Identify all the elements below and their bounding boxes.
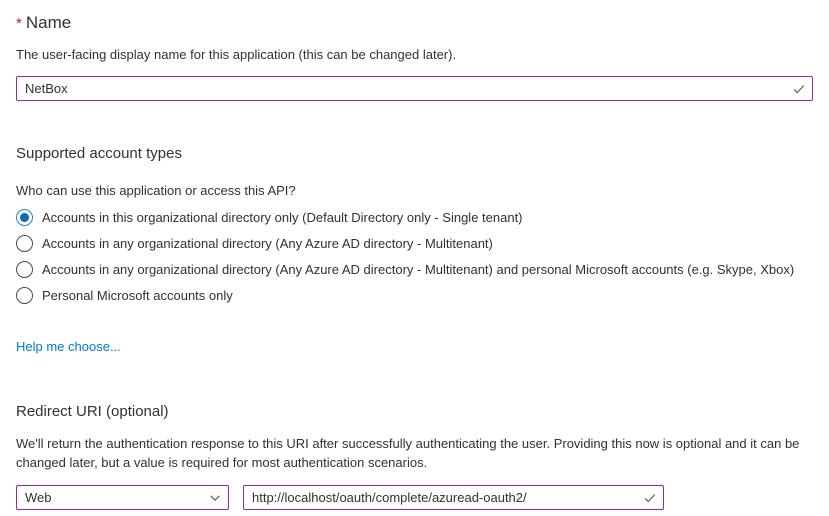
radio-option-label: Accounts in any organizational directory (Any Azure AD directory - Multitenant) — [42, 236, 493, 251]
account-types-radio-group — [16, 209, 813, 304]
redirect-uri-section — [16, 402, 813, 510]
redirect-uri-row — [16, 485, 813, 510]
name-input[interactable] — [16, 76, 813, 101]
redirect-uri-heading: Redirect URI (optional) — [16, 403, 169, 420]
redirect-uri-description: We'll return the authentication response to this URI after successfully authenticating the user. Providing this now is optional and it can be changed later, but a value is required for most authentication scenarios. — [16, 436, 800, 470]
radio-option-single-tenant[interactable] — [16, 209, 813, 226]
name-description: The user-facing display name for this application (this can be changed later). — [16, 47, 457, 62]
radio-option-label: Personal Microsoft accounts only — [42, 288, 233, 303]
radio-icon — [16, 209, 33, 226]
radio-icon — [16, 261, 33, 278]
required-asterisk: * — [16, 15, 22, 32]
name-heading-label: Name — [25, 13, 72, 32]
radio-option-personal-only[interactable] — [16, 287, 813, 304]
account-types-question: Who can use this application or access this API? — [16, 183, 296, 198]
platform-select[interactable] — [16, 485, 229, 510]
radio-option-multitenant[interactable] — [16, 235, 813, 252]
name-section-heading — [16, 12, 813, 35]
help-me-choose-link[interactable]: Help me choose... — [16, 339, 121, 354]
radio-option-label: Accounts in any organizational directory (Any Azure AD directory - Multitenant) and personal Microsoft accounts (e.g. Skype, Xbox) — [42, 262, 795, 277]
account-types-section — [16, 144, 813, 356]
radio-option-multitenant-personal[interactable] — [16, 261, 813, 278]
name-field-wrapper — [16, 76, 813, 101]
radio-option-label: Accounts in this organizational directory only (Default Directory only - Single tenant) — [42, 210, 523, 225]
account-types-heading: Supported account types — [16, 145, 182, 162]
radio-icon — [16, 235, 33, 252]
redirect-uri-field-wrapper — [243, 485, 664, 510]
platform-select-wrapper — [16, 485, 229, 510]
platform-select-value: Web — [25, 490, 52, 505]
radio-icon — [16, 287, 33, 304]
redirect-uri-input[interactable] — [243, 485, 664, 510]
